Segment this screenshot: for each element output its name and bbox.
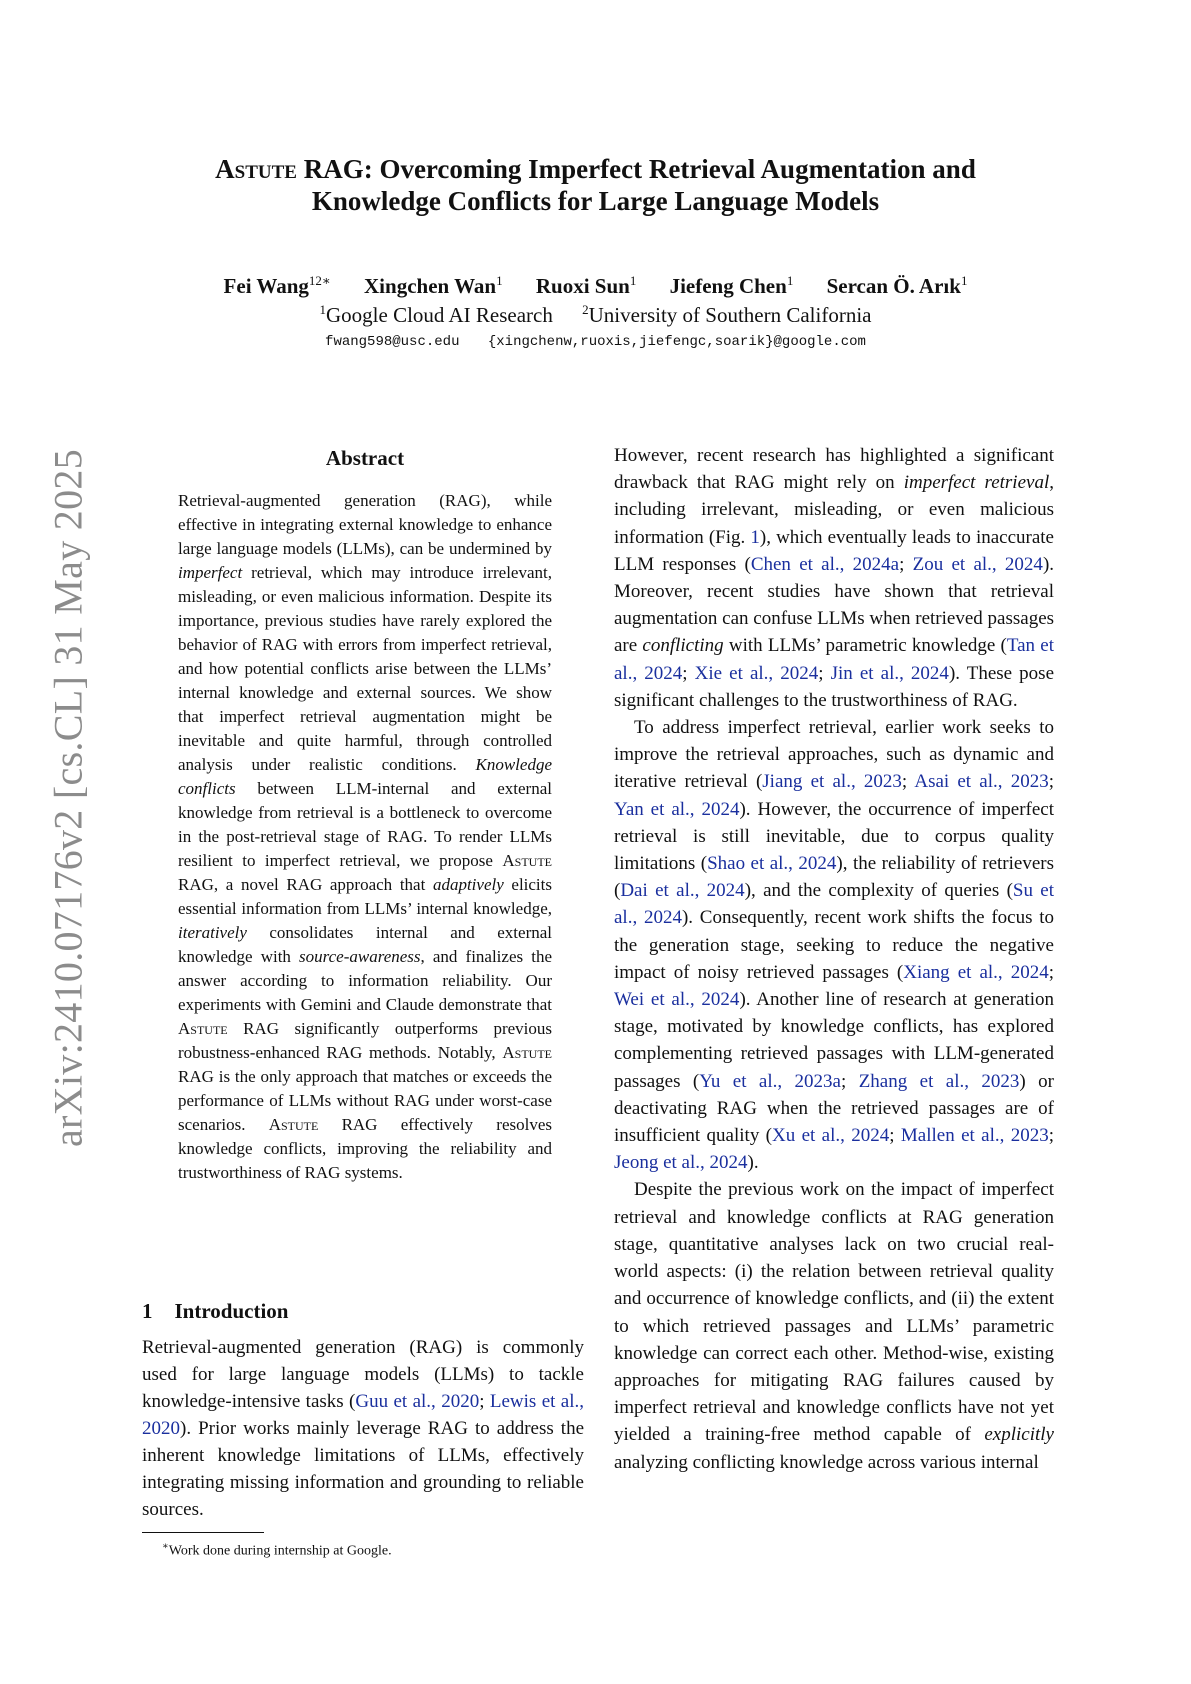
citation-link[interactable]: Asai et al., 2023 <box>914 771 1049 793</box>
citation-link[interactable]: Jin et al., 2024 <box>830 662 949 684</box>
author-3: Ruoxi Sun$^1$ <box>535 273 637 298</box>
citation-link[interactable]: Jeong et al., 2024 <box>614 1152 748 1174</box>
title-line1-rest: RAG: Overcoming Imperfect Retrieval Augmentation and <box>296 154 976 184</box>
citation-link[interactable]: Mallen et al., 2023 <box>900 1125 1049 1147</box>
author-emails <box>140 334 1051 350</box>
citation-link[interactable]: Xu et al., 2024 <box>772 1125 890 1147</box>
citation-link[interactable]: Guu et al., 2020 <box>355 1391 480 1412</box>
body-paragraph: However, recent research has highlighted a significant drawback that RAG might rely on imperfect retrieval, including irrelevant, misleading, or even malicious information (Fig. 1), which eventually leads to inaccurate LLM responses (Chen et al., 2024a; Zou et al., 2024). Moreover, recent studies have shown that retrieval augmentation can confuse LLMs when retrieved passages are conflicting with LLMs’ parametric knowledge (Tan et al., 2024; Xie et al., 2024; Jin et al., 2024). These pose significant challenges to the trustworthiness of RAG. <box>614 445 1055 711</box>
citation-link[interactable]: Dai et al., 2024 <box>620 880 745 902</box>
body-paragraph: To address imperfect retrieval, earlier work seeks to improve the retrieval approaches, such as dynamic and iterative retrieval (Jiang et al., 2023; Asai et al., 2023; Yan et al., 2024). However, the occurrence of imperfect retrieval is still inevitable, due to corpus quality limitations (Shao et al., 2024), the reliability of retrievers (Dai et al., 2024), and the complexity of queries (Su et al., 2024). Consequently, recent work shifts the focus to the generation stage, seeking to reduce the negative impact of noisy retrieved passages (Xiang et al., 2024; Wei et al., 2024). Another line of research at generation stage, motivated by knowledge conflicts, has explored complementing retrieved passages with LLM-generated passages (Yu et al., 2023a; Zhang et al., 2023) or deactivating RAG when the retrieved passages are of insufficient quality (Xu et al., 2024; Mallen et al., 2023; Jeong et al., 2024). <box>614 717 1054 1174</box>
citation-link[interactable]: Zou et al., 2024 <box>912 553 1043 575</box>
affiliations <box>140 297 1051 328</box>
author-2: Xingchen Wan$^1$ <box>364 273 503 298</box>
email-google[interactable]: {xingchenw,ruoxis,jiefengc,soarik}@google.com <box>487 334 866 350</box>
citation-link[interactable]: Su et al., 2024 <box>614 880 1054 929</box>
body-paragraph: Despite the previous work on the impact of imperfect retrieval and knowledge conflicts at RAG generation stage, quantitative analyses lack on two crucial real-world aspects: (i) the relation between retrieval quality and occurrence of knowledge conflicts, and (ii) the extent to which retrieved passages and LLMs’ parametric knowledge can correct each other. Method-wise, existing approaches for mitigating RAG failures caused by imperfect retrieval and knowledge conflicts have not yet yielded a training-free method capable of explicitly analyzing conflicting knowledge across various internal <box>614 1179 1054 1473</box>
title-method-name: Astute <box>215 154 297 184</box>
title-line2: Knowledge Conflicts for Large Language Models <box>311 186 880 216</box>
citation-link[interactable]: Xiang et al., 2024 <box>903 961 1049 983</box>
email-usc[interactable]: fwang598@usc.edu <box>325 334 460 350</box>
author-5: Sercan Ö. Arık$^1$ <box>826 273 968 298</box>
citation-link[interactable]: Tan et al., 2024 <box>614 635 1054 684</box>
citation-link[interactable]: Zhang et al., 2023 <box>858 1070 1020 1092</box>
paper-title <box>140 153 1051 217</box>
abstract-heading: Abstract <box>325 446 405 470</box>
citation-link[interactable]: Xie et al., 2024 <box>694 662 819 684</box>
footnote: ∗Work done during internship at Google. <box>162 1541 392 1559</box>
figure-link[interactable]: 1 <box>750 526 760 548</box>
abstract-body: Retrieval-augmented generation (RAG), while effective in integrating external knowledge to enhance large language models (LLMs), can be undermined by imperfect retrieval, which may introduce irrelevant, misleading, or even malicious information. Despite its importance, previous studies have rarely explored the behavior of RAG with errors from imperfect retrieval, and how potential conflicts arise between the LLMs’ internal knowledge and external sources. We show that imperfect retrieval augmentation might be inevitable and quite harmful, through controlled analysis under realistic conditions. Knowledge conflicts between LLM-internal and external knowledge from retrieval is a bottleneck to overcome in the post-retrieval stage of RAG. To render LLMs resilient to imperfect retrieval, we propose Astute RAG, a novel RAG approach that adaptively elicits essential information from LLMs’ internal knowledge, iteratively consolidates internal and external knowledge with source-awareness, and finalizes the answer according to information reliability. Our experiments with Gemini and Claude demonstrate that Astute RAG significantly outperforms previous robustness-enhanced RAG methods. Notably, Astute RAG is the only approach that matches or exceeds the performance of LLMs without RAG under worst-case scenarios. Astute RAG effectively resolves knowledge conflicts, improving the reliability and trustworthiness of RAG systems. <box>178 491 552 1182</box>
author-list <box>140 268 1051 299</box>
citation-link[interactable]: Shao et al., 2024 <box>707 853 837 875</box>
introduction-paragraph-1: Retrieval-augmented generation (RAG) is commonly used for large language models (LLMs) to tackle knowledge-intensive tasks (Guu et al., 2020; Lewis et al., 2020). Prior works mainly leverage RAG to address the inherent knowledge limitations of LLMs, effectively integrating missing information and grounding to reliable sources. <box>142 1337 585 1520</box>
section-number: 1 <box>142 1299 153 1323</box>
footnote-rule <box>142 1532 264 1533</box>
arxiv-side-stamp: arXiv:2410.07176v2 [cs.CL] 31 May 2025 <box>45 449 91 1147</box>
section-heading-introduction <box>142 1299 288 1324</box>
citation-link[interactable]: Chen et al., 2024a <box>750 553 900 575</box>
citation-link[interactable]: Lewis et al., 2020 <box>142 1391 585 1439</box>
author-4: Jiefeng Chen$^1$ <box>669 273 794 298</box>
affiliation-2: $^2$University of Southern California <box>582 302 872 327</box>
affiliation-1: $^1$Google Cloud AI Research <box>319 302 553 327</box>
right-column <box>614 442 1054 1476</box>
citation-link[interactable]: Jiang et al., 2023 <box>762 771 902 793</box>
section-title: Introduction <box>174 1299 289 1323</box>
author-1: Fei Wang$^{12∗}$ <box>223 273 331 298</box>
citation-link[interactable]: Yu et al., 2023a <box>699 1070 841 1092</box>
citation-link[interactable]: Yan et al., 2024 <box>614 798 740 820</box>
citation-link[interactable]: Wei et al., 2024 <box>614 989 740 1011</box>
